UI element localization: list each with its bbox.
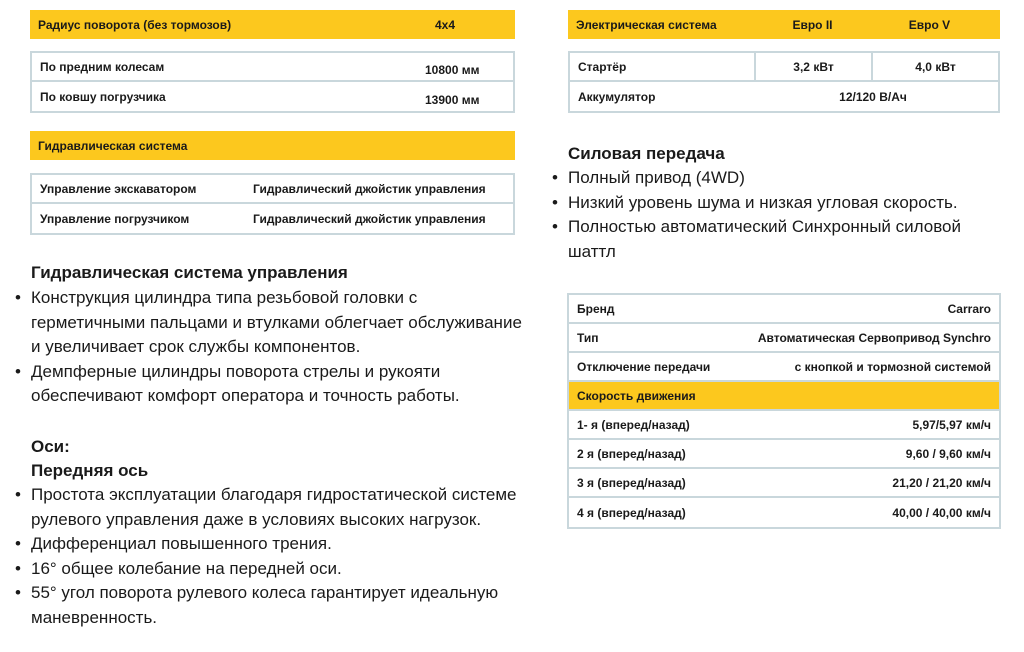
row-value: 5,97/5,97 км/ч <box>912 417 991 432</box>
axles-heading: Оси: <box>31 437 70 456</box>
row-label: Тип <box>577 330 599 345</box>
row-value: 40,00 / 40,00 км/ч <box>892 505 991 520</box>
row-label: По ковшу погрузчика <box>40 89 166 104</box>
table-row <box>570 82 998 111</box>
row-label: 1- я (вперед/назад) <box>577 417 690 432</box>
table-row <box>569 353 999 382</box>
table-row <box>570 53 998 82</box>
table-row <box>569 295 999 324</box>
transmission-heading: Силовая передача <box>568 144 725 163</box>
row-label: 2 я (вперед/назад) <box>577 446 686 461</box>
speed-title: Скорость движения <box>577 388 696 403</box>
list-item: • Конструкция цилиндра типа резьбовой головки с герметичными пальцами и втулками облегчает обслуживание и увеличивает срок службы компонентов. <box>15 286 525 360</box>
electric-header <box>568 10 1000 39</box>
hydraulic-title: Гидравлическая система <box>38 138 188 153</box>
transmission-list <box>552 166 1012 264</box>
electric-table <box>568 51 1000 113</box>
row-value: 4,0 кВт <box>915 59 956 74</box>
table-row <box>32 204 513 233</box>
axles-list <box>15 483 525 630</box>
row-value: 13900 мм <box>425 92 480 107</box>
hyd-control-list <box>15 286 525 409</box>
list-item: • Простота эксплуатации благодаря гидростатической системе рулевого управления даже в условиях высоких нагрузок. <box>15 483 525 532</box>
row-label: Бренд <box>577 301 615 316</box>
table-row <box>569 469 999 498</box>
table-row <box>569 411 999 440</box>
row-label: 3 я (вперед/назад) <box>577 475 686 490</box>
row-value: Автоматическая Сервопривод Synchro <box>757 330 991 345</box>
row-label: Отключение передачи <box>577 359 711 374</box>
row-value: Carraro <box>947 301 991 316</box>
row-value: 12/120 В/Ач <box>839 89 907 104</box>
row-value: 21,20 / 21,20 км/ч <box>892 475 991 490</box>
list-item: • 16° общее колебание на передней оси. <box>15 557 525 582</box>
table-row <box>569 324 999 353</box>
turning-header <box>30 10 515 39</box>
table-row <box>32 175 513 204</box>
list-item: • Демпферные цилиндры поворота стрелы и рукояти обеспечивают комфорт оператора и точность работы. <box>15 360 525 409</box>
row-label: По предним колесам <box>40 59 165 74</box>
turning-title: Радиус поворота (без тормозов) <box>38 17 232 32</box>
row-label: Стартёр <box>570 53 756 80</box>
row-label: 4 я (вперед/назад) <box>577 505 686 520</box>
row-value: Гидравлический джойстик управления <box>253 211 486 226</box>
list-item: • 55° угол поворота рулевого колеса гарантирует идеальную маневренность. <box>15 581 525 630</box>
table-row <box>569 498 999 527</box>
turning-table <box>30 51 515 113</box>
row-value: 9,60 / 9,60 км/ч <box>905 446 991 461</box>
table-row <box>32 53 513 82</box>
col-euro5: Евро V <box>908 17 951 32</box>
list-item: • Низкий уровень шума и низкая угловая скорость. <box>552 191 1012 216</box>
list-item: • Дифференциал повышенного трения. <box>15 532 525 557</box>
front-axle-heading: Передняя ось <box>31 461 149 480</box>
row-label: Управление погрузчиком <box>40 211 190 226</box>
speed-header <box>569 382 999 411</box>
row-label: Аккумулятор <box>578 89 656 104</box>
electric-title: Электрическая система <box>576 17 717 32</box>
col-euro2: Евро II <box>792 17 833 32</box>
list-item: • Полный привод (4WD) <box>552 166 1012 191</box>
hydraulic-header <box>30 131 515 160</box>
transmission-table <box>567 293 1001 529</box>
row-value: Гидравлический джойстик управления <box>253 181 486 196</box>
list-item: • Полностью автоматический Синхронный силовой шаттл <box>552 215 1012 264</box>
hydraulic-table <box>30 173 515 235</box>
row-value: с кнопкой и тормозной системой <box>794 359 991 374</box>
row-value: 3,2 кВт <box>756 53 873 80</box>
turning-col: 4x4 <box>435 17 456 32</box>
table-row <box>569 440 999 469</box>
row-value: 10800 мм <box>425 62 480 77</box>
hyd-control-heading: Гидравлическая система управления <box>31 263 348 282</box>
table-row <box>32 82 513 111</box>
row-label: Управление экскаватором <box>40 181 197 196</box>
